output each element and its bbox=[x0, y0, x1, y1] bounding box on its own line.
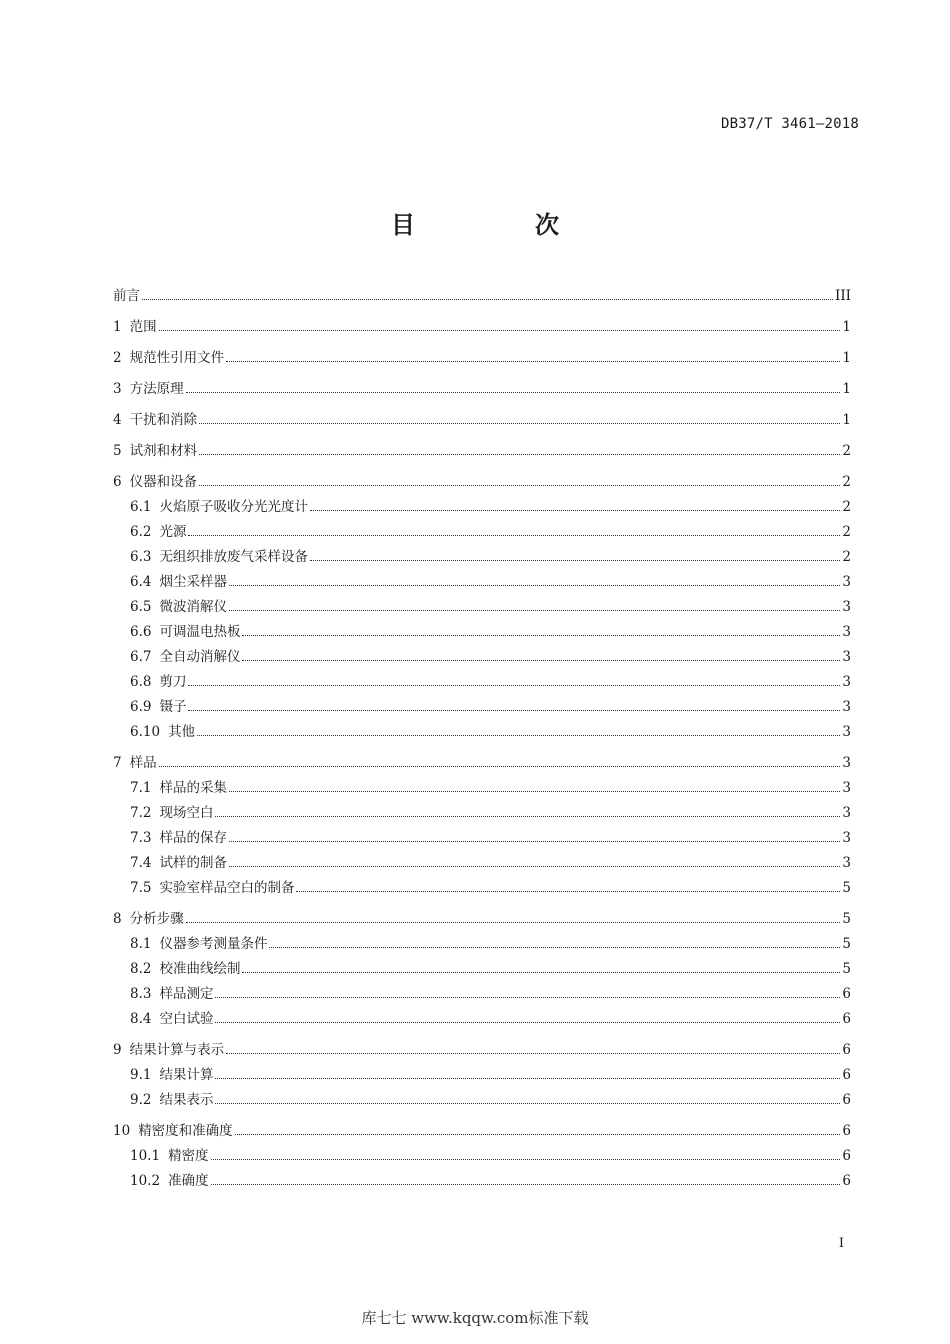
toc-entry-title: 样品的采集 bbox=[159, 780, 227, 796]
toc-dot-leader bbox=[186, 391, 841, 393]
toc-entry-number: 6.2 bbox=[130, 524, 152, 540]
toc-entry-number: 10.1 bbox=[130, 1148, 161, 1164]
toc-entry-page: 3 bbox=[842, 599, 851, 615]
toc-entry[interactable] bbox=[113, 545, 851, 570]
toc-entry[interactable] bbox=[113, 315, 851, 340]
toc-entry-page: 5 bbox=[842, 911, 851, 927]
toc-entry[interactable] bbox=[113, 1088, 851, 1113]
toc-entry-number: 6.1 bbox=[130, 499, 152, 515]
toc-entry-page: 3 bbox=[842, 699, 851, 715]
toc-dot-leader bbox=[229, 584, 840, 586]
toc-entry-number: 6.6 bbox=[130, 624, 152, 640]
toc-dot-leader bbox=[229, 840, 840, 842]
toc-entry-title: 试样的制备 bbox=[159, 855, 227, 871]
toc-dot-leader bbox=[235, 1133, 841, 1135]
toc-dot-leader bbox=[215, 1077, 840, 1079]
toc-entry-number: 6.3 bbox=[130, 549, 152, 565]
toc-entry-page: 6 bbox=[842, 1148, 851, 1164]
toc-entry-page: 3 bbox=[842, 755, 851, 771]
toc-entry-page: 3 bbox=[842, 830, 851, 846]
toc-entry[interactable] bbox=[113, 851, 851, 876]
toc-entry-number: 7.5 bbox=[130, 880, 152, 896]
toc-entry-page: 3 bbox=[842, 855, 851, 871]
toc-entry[interactable] bbox=[113, 408, 851, 433]
toc-entry-number: 8.3 bbox=[130, 986, 152, 1002]
toc-entry-number: 10 bbox=[113, 1123, 131, 1139]
toc-entry-number: 7.1 bbox=[130, 780, 152, 796]
toc-entry-title: 仪器参考测量条件 bbox=[159, 936, 268, 952]
toc-entry-title: 规范性引用文件 bbox=[129, 350, 225, 366]
toc-entry-page: 2 bbox=[842, 549, 851, 565]
toc-entry-title: 空白试验 bbox=[159, 1011, 214, 1027]
toc-entry-title: 样品 bbox=[129, 755, 157, 771]
toc-entry-title: 范围 bbox=[129, 319, 157, 335]
toc-entry-number: 6 bbox=[113, 474, 122, 490]
toc-entry[interactable] bbox=[113, 720, 851, 745]
toc-dot-leader bbox=[296, 890, 840, 892]
toc-dot-leader bbox=[242, 971, 840, 973]
toc-entry-page: 3 bbox=[842, 780, 851, 796]
toc-entry-page: 5 bbox=[842, 880, 851, 896]
toc-entry-title: 方法原理 bbox=[129, 381, 184, 397]
toc-entry-number: 8.4 bbox=[130, 1011, 152, 1027]
toc-entry-number: 5 bbox=[113, 443, 122, 459]
toc-entry-title: 分析步骤 bbox=[129, 911, 184, 927]
toc-entry-number: 10.2 bbox=[130, 1173, 161, 1189]
toc-entry-title: 可调温电热板 bbox=[159, 624, 241, 640]
toc-entry-title: 样品测定 bbox=[159, 986, 214, 1002]
toc-entry-number: 6.7 bbox=[130, 649, 152, 665]
toc-entry[interactable] bbox=[113, 1144, 851, 1169]
toc-entry-number: 6.9 bbox=[130, 699, 152, 715]
toc-entry[interactable] bbox=[113, 595, 851, 620]
toc-dot-leader bbox=[229, 609, 840, 611]
toc-entry[interactable] bbox=[113, 1063, 851, 1088]
toc-entry-number: 8.1 bbox=[130, 936, 152, 952]
toc-entry-number: 7.4 bbox=[130, 855, 152, 871]
toc-entry-title: 样品的保存 bbox=[159, 830, 227, 846]
toc-dot-leader bbox=[211, 1158, 841, 1160]
toc-entry-title: 微波消解仪 bbox=[159, 599, 227, 615]
toc-entry[interactable] bbox=[113, 1007, 851, 1032]
toc-entry[interactable] bbox=[113, 801, 851, 826]
toc-entry-page: 1 bbox=[842, 319, 851, 335]
toc-entry-number: 6.4 bbox=[130, 574, 152, 590]
toc-entry-page: 6 bbox=[842, 1123, 851, 1139]
toc-entry-title: 无组织排放废气采样设备 bbox=[159, 549, 308, 565]
toc-entry-number: 4 bbox=[113, 412, 122, 428]
toc-entry-title: 结果计算与表示 bbox=[129, 1042, 225, 1058]
toc-entry-title: 光源 bbox=[159, 524, 187, 540]
toc-dot-leader bbox=[215, 1102, 840, 1104]
toc-dot-leader bbox=[186, 921, 841, 923]
toc-entry[interactable] bbox=[113, 645, 851, 670]
toc-entry[interactable] bbox=[113, 570, 851, 595]
toc-entry-page: 5 bbox=[842, 936, 851, 952]
toc-entry-page: 5 bbox=[842, 961, 851, 977]
toc-entry[interactable] bbox=[113, 695, 851, 720]
toc-dot-leader bbox=[199, 422, 840, 424]
toc-dot-leader bbox=[211, 1183, 841, 1185]
toc-entry[interactable] bbox=[113, 876, 851, 901]
toc-entry-page: 1 bbox=[842, 350, 851, 366]
toc-dot-leader bbox=[199, 453, 840, 455]
toc-entry-title: 全自动消解仪 bbox=[159, 649, 241, 665]
toc-dot-leader bbox=[310, 559, 840, 561]
toc-entry-page: III bbox=[835, 288, 851, 304]
toc-entry[interactable] bbox=[113, 439, 851, 464]
toc-entry-title: 校准曲线绘制 bbox=[159, 961, 241, 977]
toc-entry-page: 2 bbox=[842, 474, 851, 490]
toc-entry-page: 2 bbox=[842, 499, 851, 515]
table-of-contents bbox=[113, 284, 851, 1194]
toc-entry-page: 6 bbox=[842, 1092, 851, 1108]
toc-dot-leader bbox=[188, 534, 840, 536]
toc-dot-leader bbox=[215, 815, 840, 817]
toc-dot-leader bbox=[229, 790, 840, 792]
toc-entry-page: 6 bbox=[842, 986, 851, 1002]
toc-entry-number: 7 bbox=[113, 755, 122, 771]
toc-entry[interactable] bbox=[113, 907, 851, 932]
toc-entry[interactable] bbox=[113, 982, 851, 1007]
toc-dot-leader bbox=[229, 865, 840, 867]
toc-entry-title: 精密度 bbox=[168, 1148, 209, 1164]
toc-entry[interactable] bbox=[113, 1038, 851, 1063]
toc-entry-number: 9.2 bbox=[130, 1092, 152, 1108]
toc-entry[interactable] bbox=[113, 346, 851, 371]
toc-entry-title: 干扰和消除 bbox=[129, 412, 198, 428]
toc-dot-leader bbox=[188, 709, 840, 711]
toc-entry[interactable] bbox=[113, 377, 851, 402]
toc-entry-title: 火焰原子吸收分光光度计 bbox=[159, 499, 308, 515]
toc-entry[interactable] bbox=[113, 284, 851, 309]
toc-entry-title: 结果计算 bbox=[159, 1067, 214, 1083]
toc-dot-leader bbox=[226, 360, 840, 362]
toc-entry-number: 8.2 bbox=[130, 961, 152, 977]
toc-entry-title: 剪刀 bbox=[159, 674, 187, 690]
toc-entry-number: 7.3 bbox=[130, 830, 152, 846]
toc-dot-leader bbox=[242, 634, 840, 636]
toc-entry[interactable] bbox=[113, 620, 851, 645]
toc-entry-number: 2 bbox=[113, 350, 122, 366]
page-title: 目 次 bbox=[391, 211, 607, 239]
toc-dot-leader bbox=[159, 329, 841, 331]
toc-entry[interactable] bbox=[113, 520, 851, 545]
toc-entry-number: 7.2 bbox=[130, 805, 152, 821]
toc-entry-title: 其他 bbox=[168, 724, 196, 740]
toc-entry-title: 结果表示 bbox=[159, 1092, 214, 1108]
toc-dot-leader bbox=[199, 484, 840, 486]
toc-entry[interactable] bbox=[113, 776, 851, 801]
toc-entry-title: 实验室样品空白的制备 bbox=[159, 880, 295, 896]
toc-entry[interactable] bbox=[113, 826, 851, 851]
toc-entry-title: 烟尘采样器 bbox=[159, 574, 227, 590]
toc-entry-number: 9 bbox=[113, 1042, 122, 1058]
toc-entry[interactable] bbox=[113, 1119, 851, 1144]
toc-entry[interactable] bbox=[113, 670, 851, 695]
toc-entry-number: 6.5 bbox=[130, 599, 152, 615]
toc-entry-title: 精密度和准确度 bbox=[138, 1123, 233, 1139]
toc-entry-number: 8 bbox=[113, 911, 122, 927]
toc-dot-leader bbox=[159, 765, 841, 767]
toc-entry-title: 准确度 bbox=[168, 1173, 209, 1189]
toc-entry-page: 6 bbox=[842, 1042, 851, 1058]
toc-entry-page: 2 bbox=[842, 524, 851, 540]
toc-entry-number: 6.10 bbox=[130, 724, 161, 740]
toc-entry-page: 3 bbox=[842, 574, 851, 590]
toc-entry[interactable] bbox=[113, 1169, 851, 1194]
toc-dot-leader bbox=[242, 659, 840, 661]
toc-entry-title: 试剂和材料 bbox=[129, 443, 198, 459]
toc-entry-page: 3 bbox=[842, 724, 851, 740]
toc-entry-page: 3 bbox=[842, 674, 851, 690]
toc-dot-leader bbox=[269, 946, 840, 948]
toc-dot-leader bbox=[310, 509, 840, 511]
toc-dot-leader bbox=[197, 734, 840, 736]
footer-watermark-text: 库七七 www.kqqw.com标准下载 bbox=[361, 1309, 589, 1327]
toc-entry-title: 仪器和设备 bbox=[129, 474, 198, 490]
toc-dot-leader bbox=[188, 684, 840, 686]
toc-entry-page: 3 bbox=[842, 624, 851, 640]
toc-dot-leader bbox=[215, 1021, 840, 1023]
toc-dot-leader bbox=[215, 996, 840, 998]
toc-entry-page: 2 bbox=[842, 443, 851, 459]
toc-entry-page: 6 bbox=[842, 1067, 851, 1083]
toc-entry-page: 3 bbox=[842, 805, 851, 821]
toc-entry-title: 镊子 bbox=[159, 699, 187, 715]
toc-entry-title: 前言 bbox=[113, 288, 140, 304]
toc-entry-page: 1 bbox=[842, 412, 851, 428]
toc-entry-number: 1 bbox=[113, 319, 122, 335]
toc-entry[interactable] bbox=[113, 470, 851, 495]
toc-entry-title: 现场空白 bbox=[159, 805, 214, 821]
toc-entry-number: 9.1 bbox=[130, 1067, 152, 1083]
toc-entry-page: 1 bbox=[842, 381, 851, 397]
toc-dot-leader bbox=[142, 298, 833, 300]
document-code: DB37/T 3461—2018 bbox=[720, 116, 859, 132]
toc-entry-number: 3 bbox=[113, 381, 122, 397]
page-number: I bbox=[838, 1236, 844, 1251]
toc-entry[interactable] bbox=[113, 751, 851, 776]
toc-entry-page: 3 bbox=[842, 649, 851, 665]
toc-entry[interactable] bbox=[113, 495, 851, 520]
toc-entry-number: 6.8 bbox=[130, 674, 152, 690]
toc-dot-leader bbox=[226, 1052, 840, 1054]
toc-entry-page: 6 bbox=[842, 1011, 851, 1027]
toc-entry[interactable] bbox=[113, 957, 851, 982]
toc-entry-page: 6 bbox=[842, 1173, 851, 1189]
toc-entry[interactable] bbox=[113, 932, 851, 957]
